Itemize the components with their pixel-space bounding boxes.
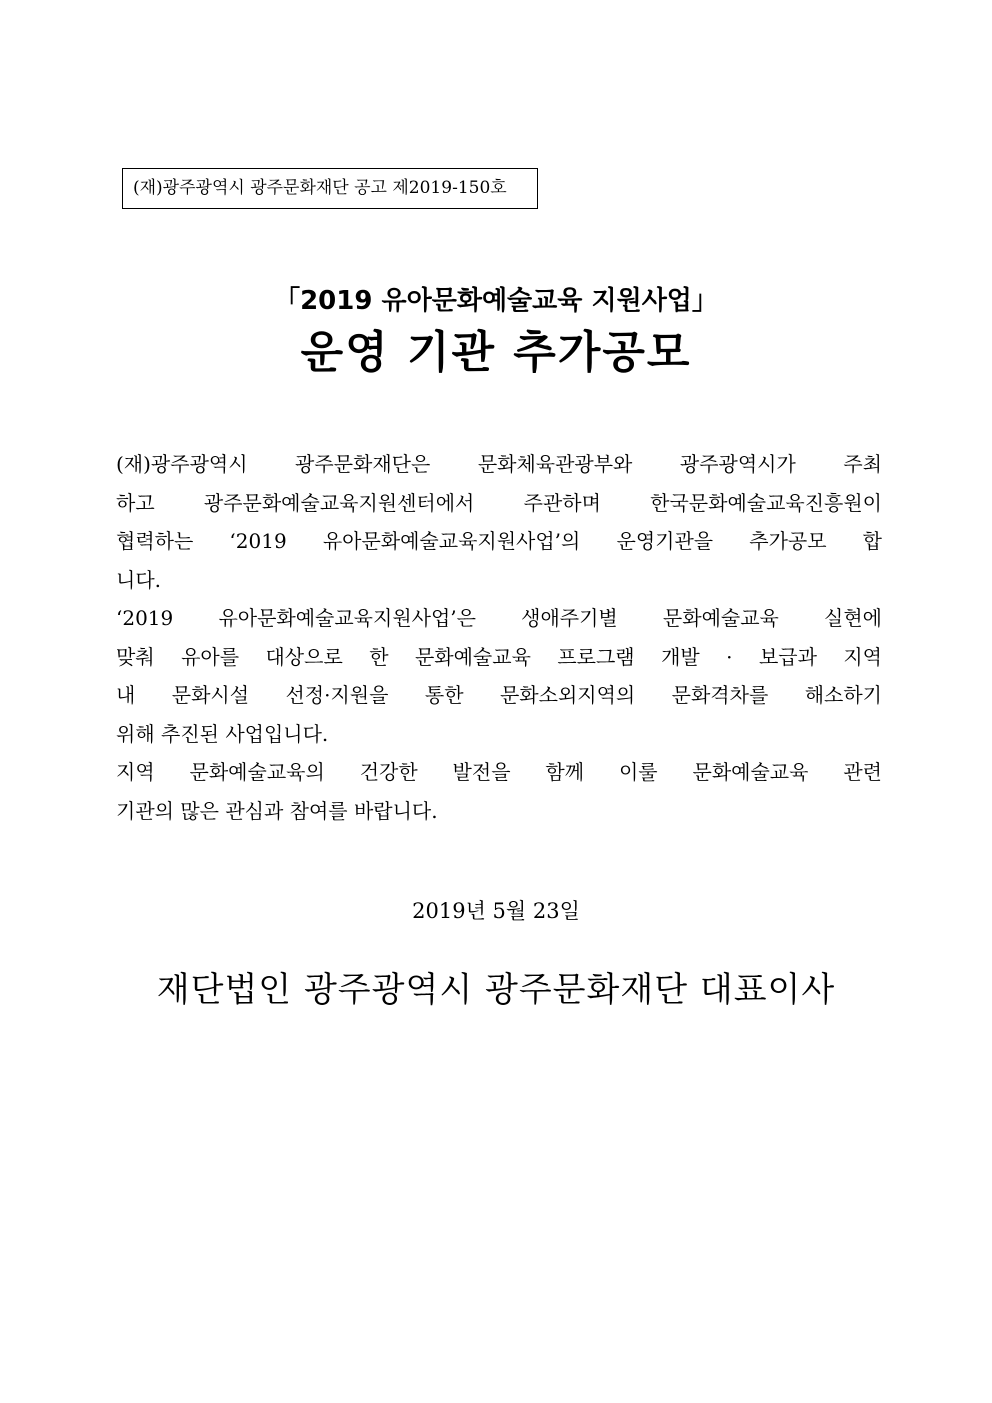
body-line-1: (재)광주광역시 광주문화재단은 문화체육관광부와 광주광역시가 주최 <box>116 452 882 476</box>
announcement-body <box>116 445 882 830</box>
document-title: 운영 기관 추가공모 <box>300 327 692 378</box>
body-line-5: ‘2019 유아문화예술교육지원사업’은 생애주기별 문화예술교육 실현에 <box>116 606 882 630</box>
issuer-signature: 재단법인 광주광역시 광주문화재단 대표이사 <box>156 970 836 1010</box>
document-subtitle: 「2019 유아문화예술교육 지원사업」 <box>274 286 718 316</box>
body-line-8: 위해 추진된 사업입니다. <box>116 721 329 746</box>
body-line-6: 맞춰 유아를 대상으로 한 문화예술교육 프로그램 개발 · 보급과 지역 <box>116 644 882 669</box>
announcement-date: 2019년 5월 23일 <box>412 899 580 923</box>
body-line-7: 내 문화시설 선정·지원을 통한 문화소외지역의 문화격차를 해소하기 <box>116 683 882 707</box>
notice-number-box <box>122 168 538 209</box>
body-line-3: 협력하는 ‘2019 유아문화예술교육지원사업’의 운영기관을 추가공모 합 <box>116 529 882 553</box>
body-line-4: 니다. <box>116 567 161 592</box>
body-line-10: 기관의 많은 관심과 참여를 바랍니다. <box>116 798 438 823</box>
body-line-2: 하고 광주문화예술교육지원센터에서 주관하며 한국문화예술교육진흥원이 <box>116 490 882 515</box>
body-line-9: 지역 문화예술교육의 건강한 발전을 함께 이룰 문화예술교육 관련 <box>116 760 882 784</box>
notice-number: (재)광주광역시 광주문화재단 공고 제2019-150호 <box>133 178 507 198</box>
